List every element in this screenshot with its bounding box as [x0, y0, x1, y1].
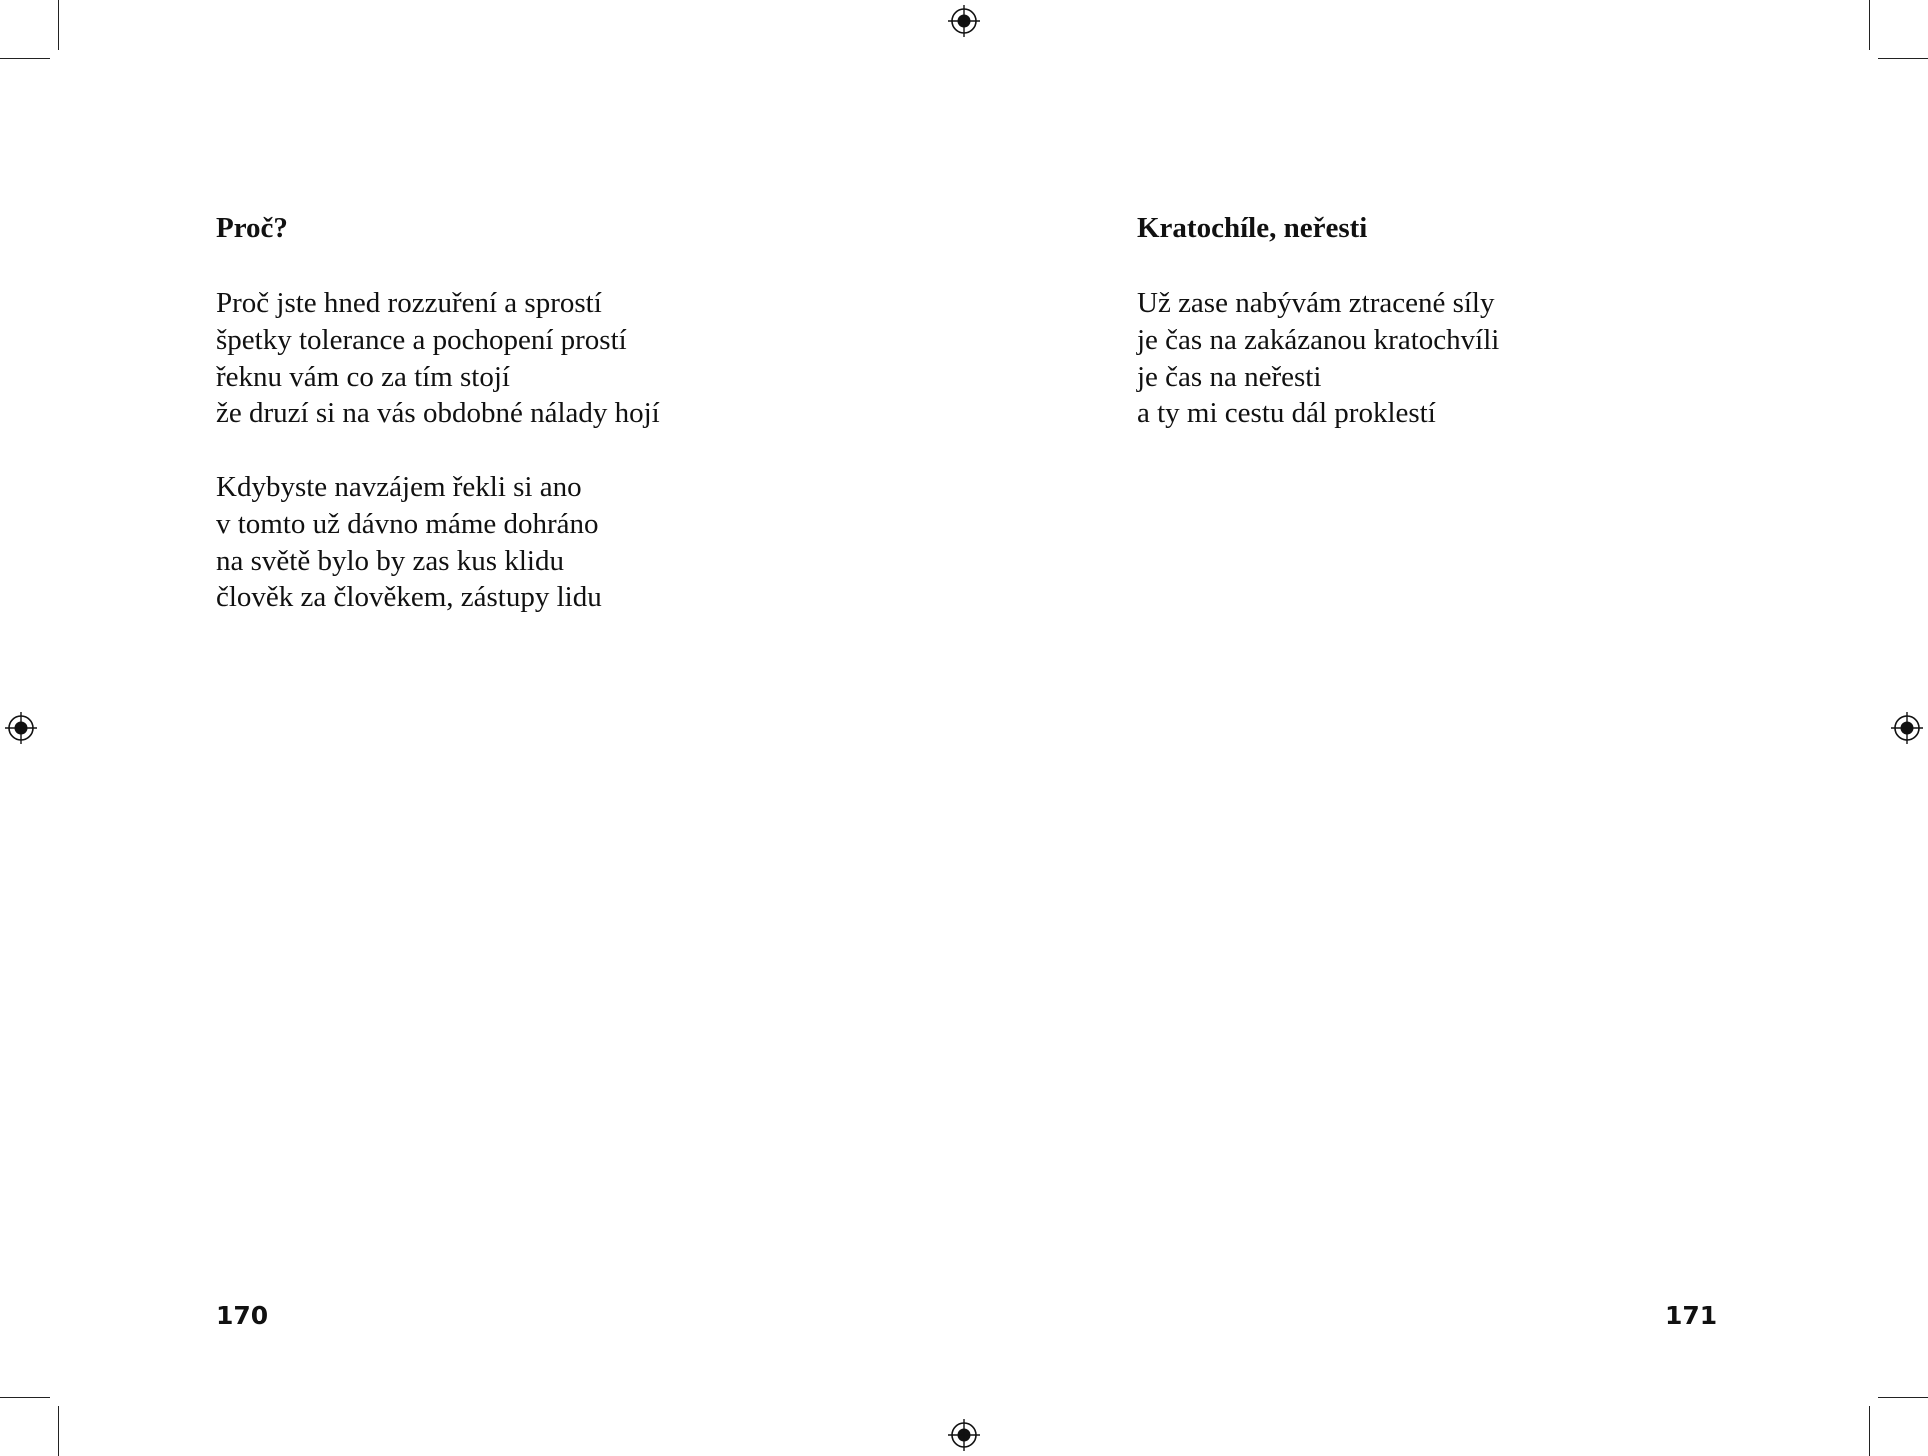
verse-line: špetky tolerance a pochopení prostí — [216, 323, 627, 356]
verse-line: Už zase nabývám ztracené síly — [1137, 287, 1495, 319]
verse-line: je čas na neřesti — [1137, 360, 1322, 393]
poem-title: Kratochíle, neřesti — [1137, 212, 1368, 244]
stanza-1 — [216, 285, 660, 432]
stanza-1 — [1137, 285, 1499, 432]
verse-line: řeknu vám co za tím stojí — [216, 360, 510, 393]
verse-line: v tomto už dávno máme dohráno — [216, 507, 599, 540]
verse-line: že druzí si na vás obdobné nálady hojí — [216, 397, 660, 430]
page-number: 171 — [1665, 1301, 1718, 1330]
verse-line: je čas na zakázanou kratochvíli — [1137, 323, 1500, 356]
page-number: 170 — [216, 1301, 269, 1330]
verse-line: člověk za člověkem, zástupy lidu — [216, 581, 602, 614]
verse-line: Kdybyste navzájem řekli si ano — [216, 471, 582, 503]
stanza-2 — [216, 469, 602, 616]
poem-title: Proč? — [216, 212, 288, 244]
verse-line: Proč jste hned rozzuření a sprostí — [216, 287, 602, 319]
verse-line: a ty mi cestu dál proklestí — [1137, 397, 1436, 430]
right-page — [964, 0, 1928, 1456]
verse-line: na světě bylo by zas kus klidu — [216, 544, 564, 577]
